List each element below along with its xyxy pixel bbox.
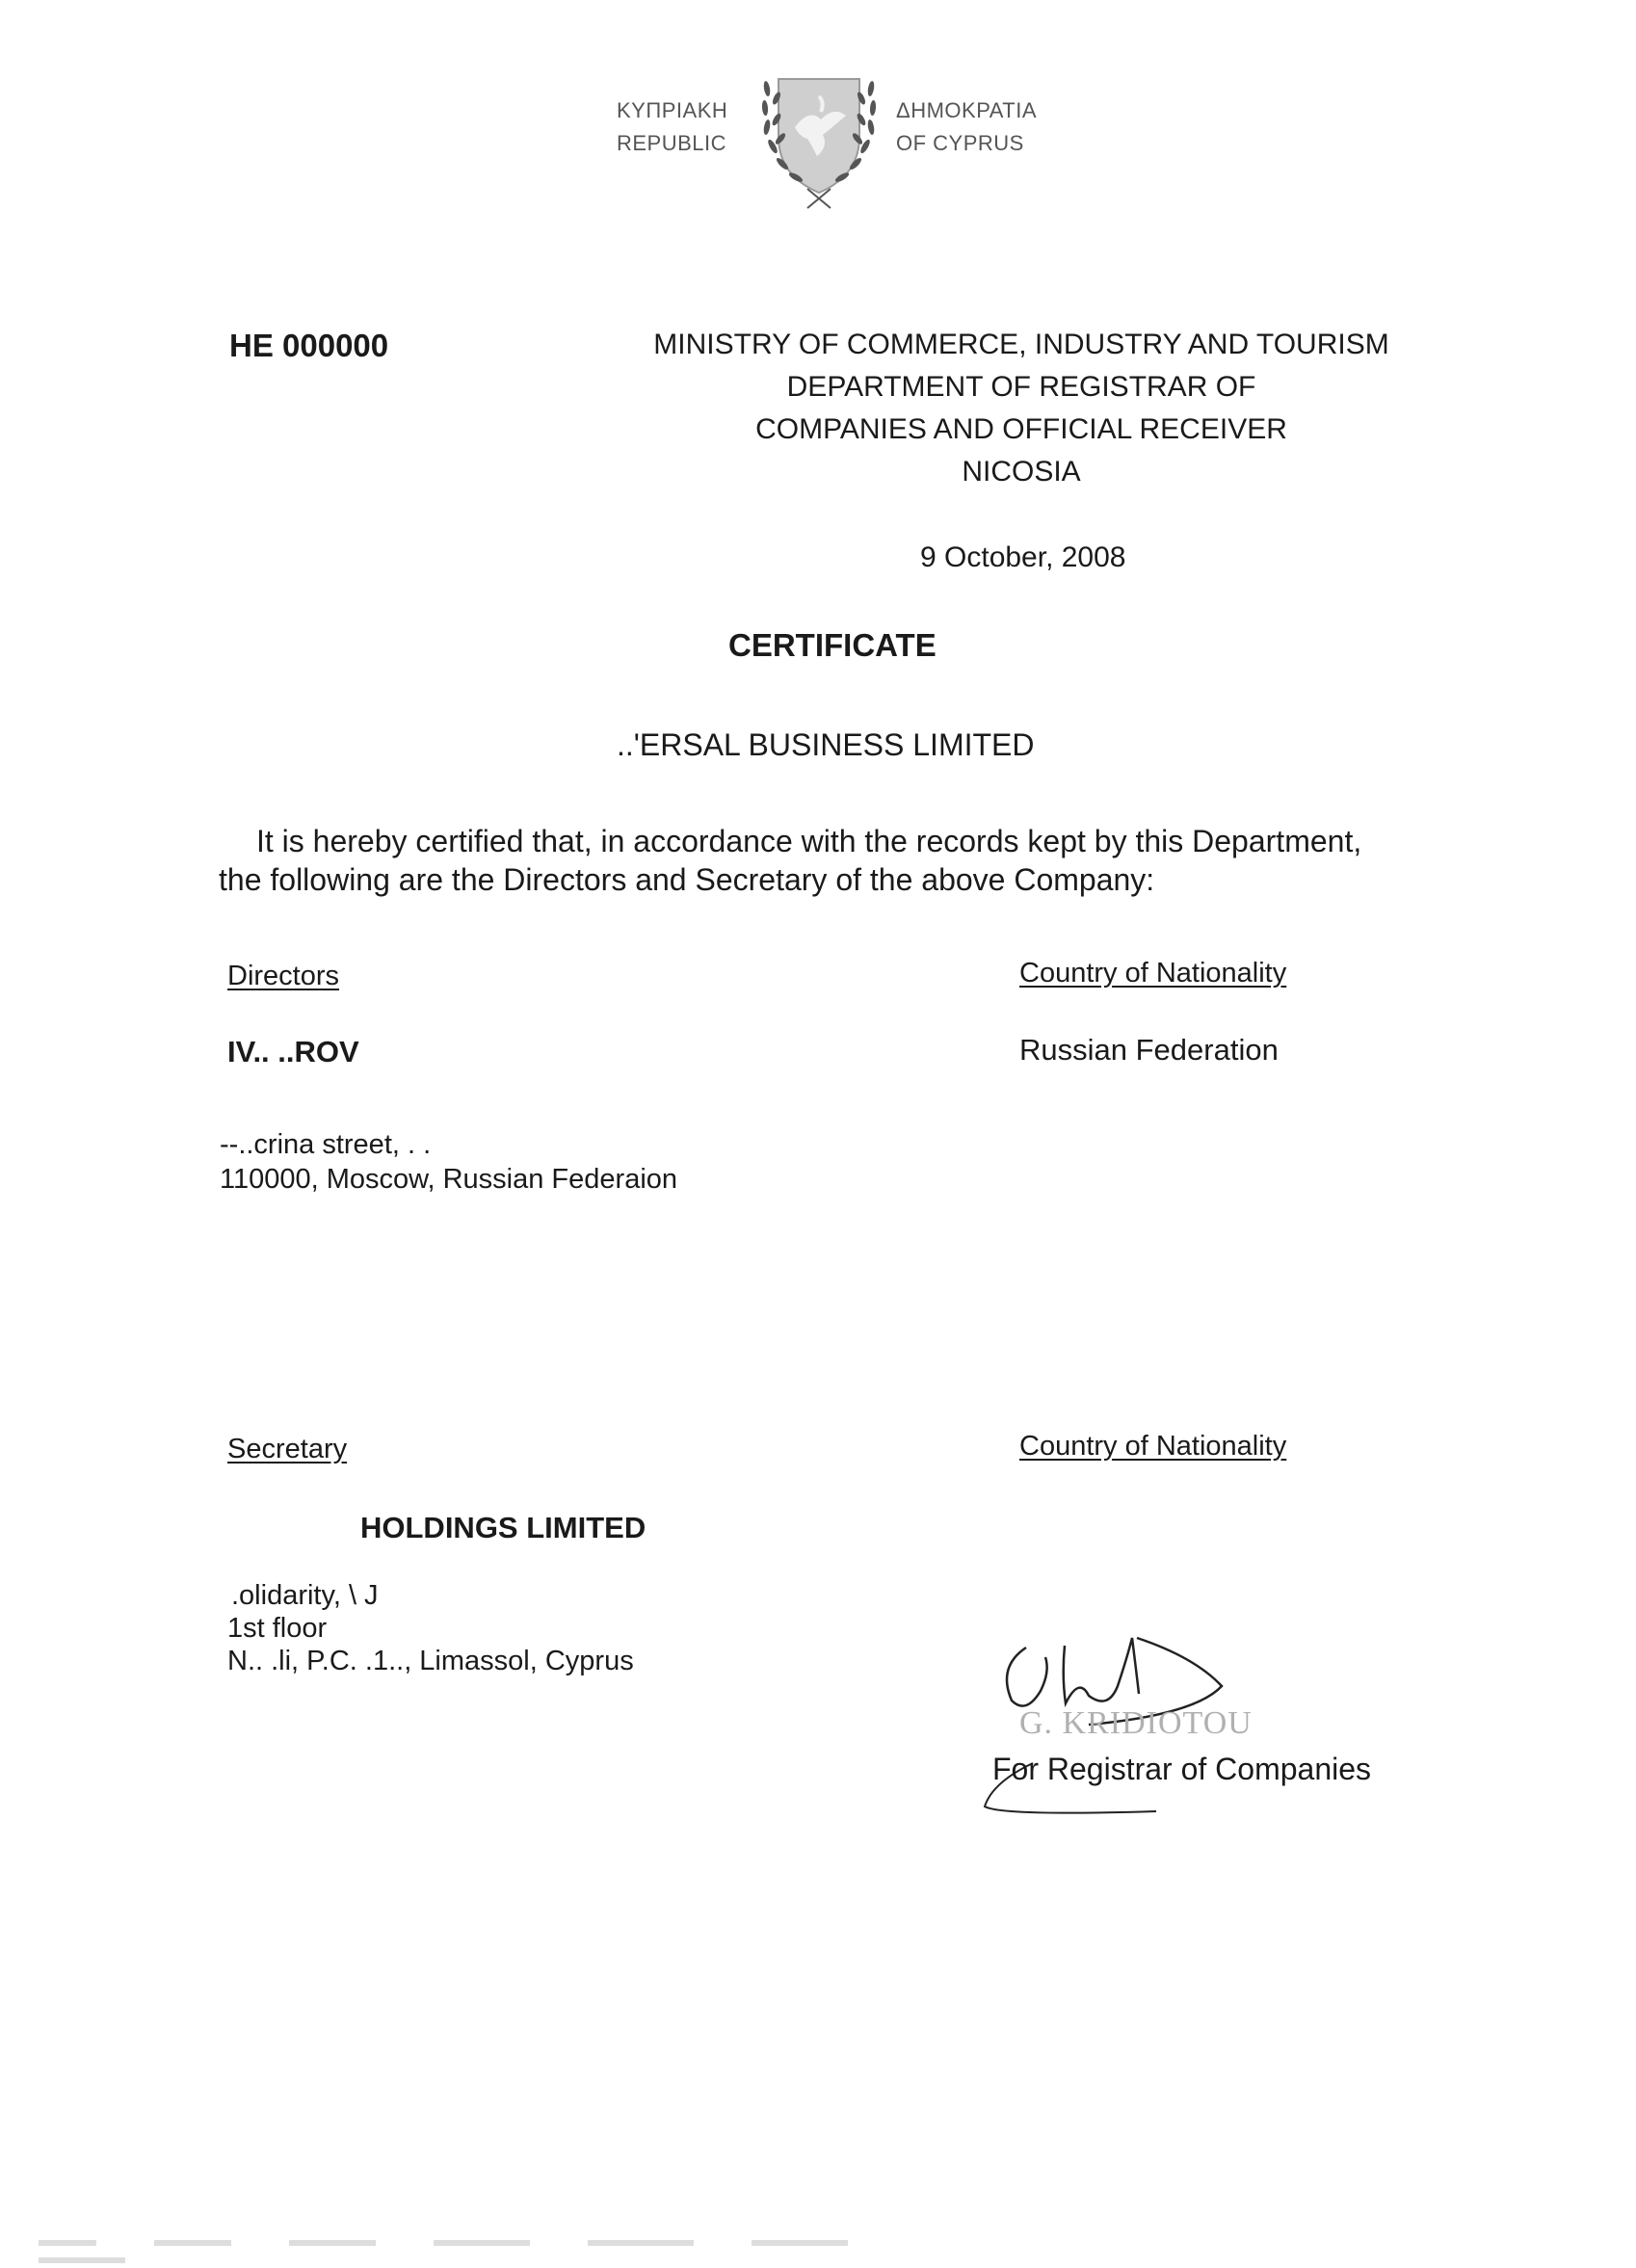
secretary-name: HOLDINGS LIMITED bbox=[360, 1511, 646, 1544]
registration-number: HE 000000 bbox=[229, 328, 389, 363]
authority-line-4: NICOSIA bbox=[962, 456, 1081, 488]
secretary-address-line-1: .olidarity, \ J bbox=[231, 1580, 379, 1611]
secretary-address-line-3: N.. .li, P.C. .1.., Limassol, Cyprus bbox=[227, 1646, 634, 1676]
directors-heading: Directors bbox=[227, 961, 340, 991]
directors-nationality-heading: Country of Nationality bbox=[1019, 958, 1287, 989]
header-latin-left: REPUBLIC bbox=[617, 131, 727, 155]
scan-artifacts bbox=[39, 2233, 1002, 2243]
certification-line-2: the following are the Directors and Secretary of the above Company: bbox=[219, 862, 1155, 897]
certificate-title: CERTIFICATE bbox=[728, 627, 937, 663]
authority-line-3: COMPANIES AND OFFICIAL RECEIVER bbox=[755, 413, 1287, 445]
director-name: IV.. ..ROV bbox=[227, 1035, 359, 1068]
certification-line-1: It is hereby certified that, in accordance with the records kept by this Department, bbox=[256, 824, 1362, 858]
secretary-address-line-2: 1st floor bbox=[227, 1613, 328, 1644]
authority-block bbox=[617, 324, 1426, 493]
secretary-heading: Secretary bbox=[227, 1434, 348, 1464]
cyprus-coat-of-arms-icon bbox=[752, 69, 886, 214]
authority-line-1: MINISTRY OF COMMERCE, INDUSTRY AND TOURISM bbox=[653, 329, 1389, 360]
header-greek-left: ΚΥΠΡΙΑΚΗ bbox=[617, 98, 728, 122]
director-nationality: Russian Federation bbox=[1019, 1033, 1279, 1067]
registrar-name-stamp: G. KRIDIOTOU bbox=[1019, 1705, 1253, 1741]
registrar-caption: For Registrar of Companies bbox=[992, 1752, 1372, 1786]
secretary-nationality-heading: Country of Nationality bbox=[1019, 1431, 1287, 1462]
authority-line-2: DEPARTMENT OF REGISTRAR OF bbox=[786, 371, 1256, 403]
header-greek-right: ΔΗΜΟΚΡΑΤΙΑ bbox=[896, 98, 1038, 122]
certificate-date: 9 October, 2008 bbox=[920, 541, 1126, 573]
header-latin-right: OF CYPRUS bbox=[896, 131, 1024, 155]
director-address-line-1: --..crina street, . . bbox=[220, 1129, 432, 1160]
company-name: ..'ERSAL BUSINESS LIMITED bbox=[617, 727, 1035, 762]
director-address-line-2: 110000, Moscow, Russian Federaion bbox=[220, 1164, 678, 1195]
